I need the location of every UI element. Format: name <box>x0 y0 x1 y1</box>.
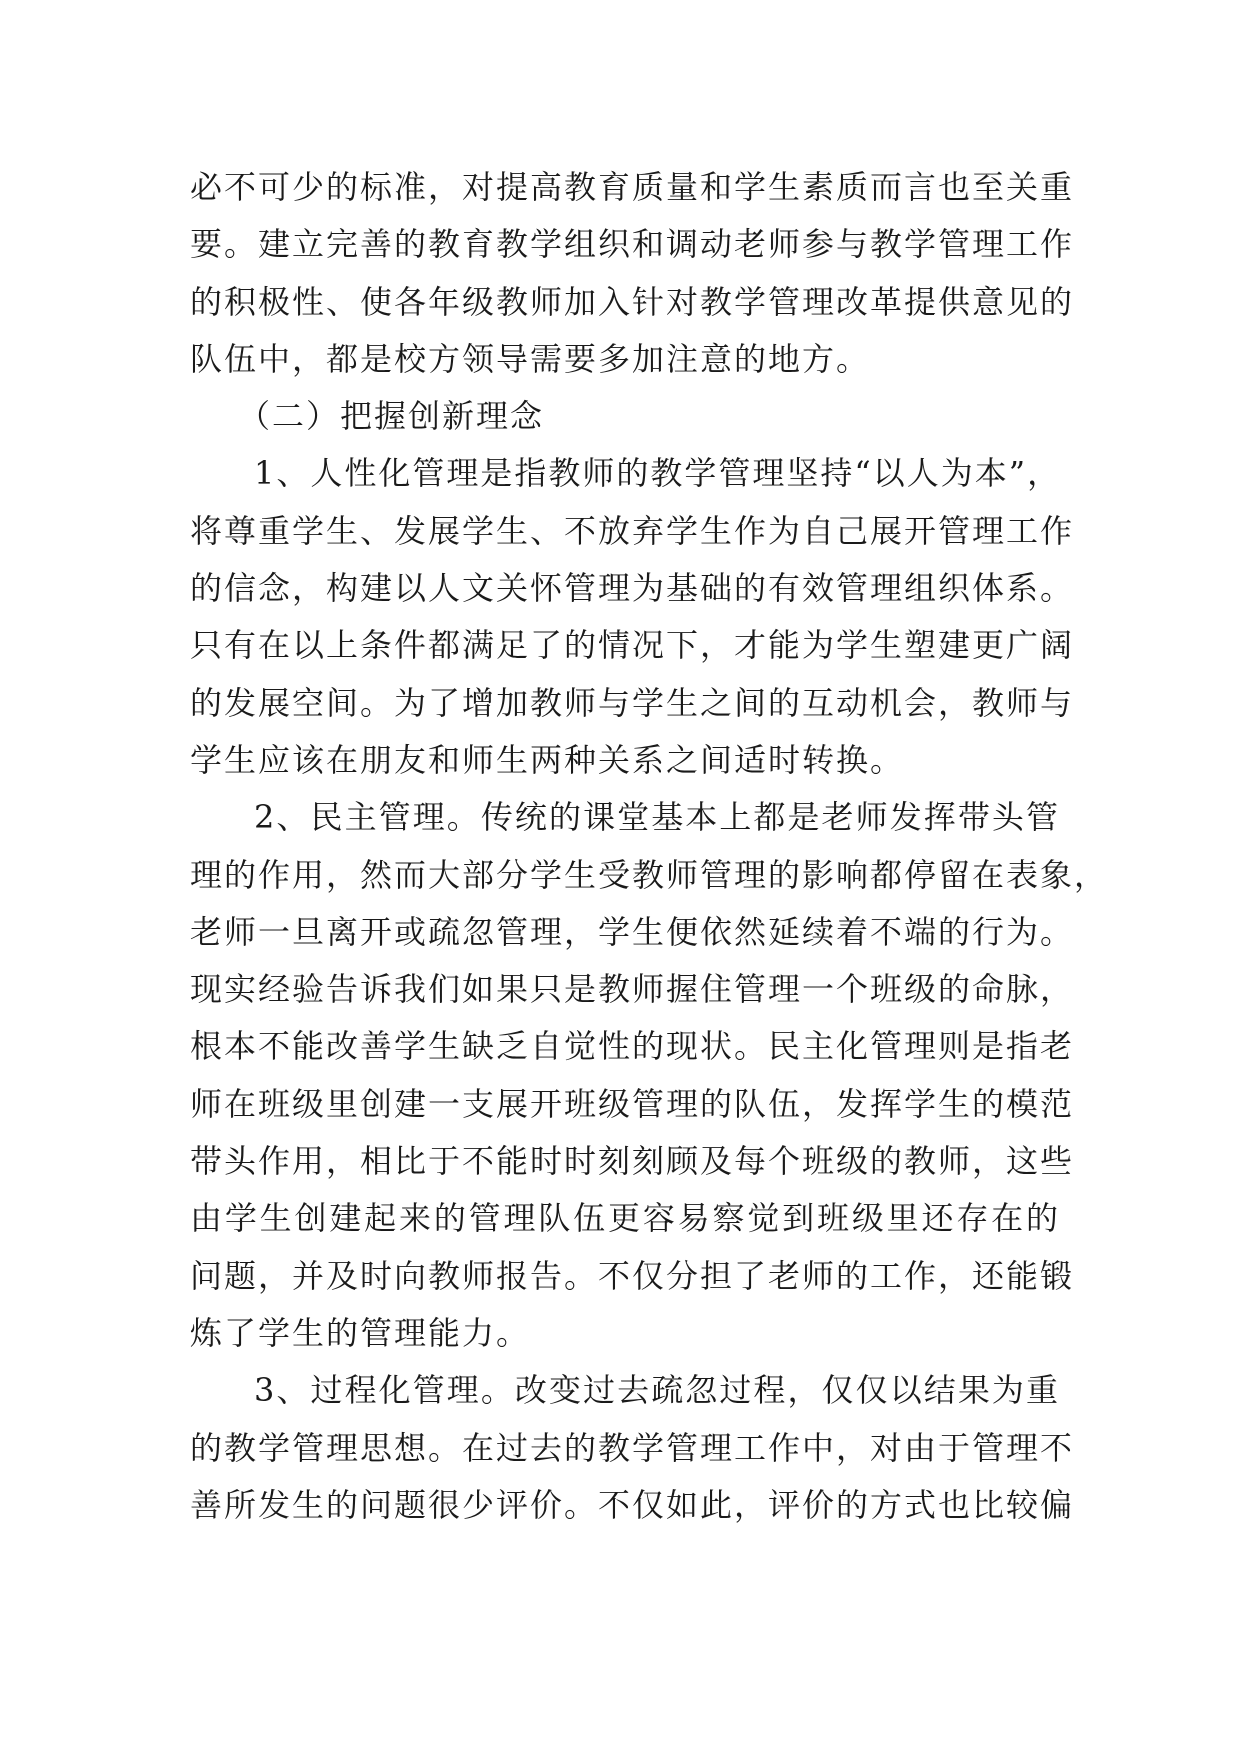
text-line-15: 现实经验告诉我们如果只是教师握住管理一个班级的命脉， <box>190 970 1075 1009</box>
text-line-7: 将尊重学生、发展学生、不放弃学生作为自己展开管理工作 <box>190 511 1075 550</box>
text-line-23: 的教学管理思想。在过去的教学管理工作中，对由于管理不 <box>190 1428 1075 1467</box>
text-line-4: 队伍中，都是校方领导需要多加注意的地方。 <box>190 339 871 378</box>
text-line-24: 善所发生的问题很少评价。不仅如此，评价的方式也比较偏 <box>190 1485 1075 1524</box>
text-line-18: 带头作用，相比于不能时时刻刻顾及每个班级的教师，这些 <box>190 1142 1075 1181</box>
text-line-21: 炼了学生的管理能力。 <box>190 1313 531 1352</box>
text-line-1: 必不可少的标准，对提高教育质量和学生素质而言也至关重 <box>190 168 1075 206</box>
text-line-12: 2、民主管理。传统的课堂基本上都是老师发挥带头管 <box>254 798 1060 837</box>
text-line-19: 由学生创建起来的管理队伍更容易察觉到班级里还存在的 <box>190 1199 1060 1238</box>
text-line-3: 的积极性、使各年级教师加入针对教学管理改革提供意见的 <box>190 282 1075 321</box>
text-line-22: 3、过程化管理。改变过去疏忽过程，仅仅以结果为重 <box>254 1371 1060 1410</box>
text-line-14: 老师一旦离开或疏忽管理，学生便依然延续着不端的行为。 <box>190 912 1075 951</box>
section-heading: （二）把握创新理念 <box>238 397 545 436</box>
text-line-20: 问题，并及时向教师报告。不仅分担了老师的工作，还能锻 <box>190 1256 1075 1295</box>
text-line-8: 的信念，构建以人文关怀管理为基础的有效管理组织体系。 <box>190 569 1075 608</box>
text-line-2: 要。建立完善的教育教学组织和调动老师参与教学管理工作 <box>190 225 1075 264</box>
text-line-13: 理的作用，然而大部分学生受教师管理的影响都停留在表象， <box>190 855 1109 894</box>
text-line-17: 师在班级里创建一支展开班级管理的队伍，发挥学生的模范 <box>190 1084 1075 1123</box>
text-line-9: 只有在以上条件都满足了的情况下，才能为学生塑建更广阔 <box>190 626 1075 665</box>
text-line-6: 1、人性化管理是指教师的教学管理坚持“以人为本”， <box>254 454 1062 493</box>
text-line-10: 的发展空间。为了增加教师与学生之间的互动机会，教师与 <box>190 683 1075 722</box>
text-line-16: 根本不能改善学生缺乏自觉性的现状。民主化管理则是指老 <box>190 1027 1075 1066</box>
text-line-11: 学生应该在朋友和师生两种关系之间适时转换。 <box>190 740 905 779</box>
body-text <box>190 159 1109 1534</box>
